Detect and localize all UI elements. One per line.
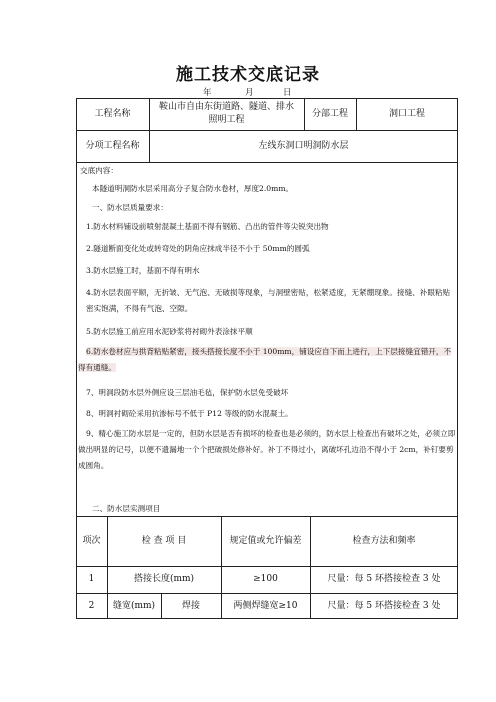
content-intro: 本隧道明洞防水层采用高分子复合防水卷材，厚度2.0mm。 (92, 184, 294, 193)
table-header-no: 项次 (82, 535, 101, 546)
list-item: 2.隧道断面变化处或转弯处的阴角应抹成半径不小于 50mm的圆弧 (86, 244, 310, 253)
table-row-2-spec: 两侧焊缝宽≥10 (233, 600, 298, 611)
list-item: 5.防水层施工前应用水泥砂浆将衬砌外表涂抹平顺 (86, 327, 253, 336)
list-item: 8、明洞衬砌砼采用抗渗标号不低于 P12 等级的防水混凝土。 (86, 409, 293, 418)
sub-project-value: 左线东洞口明洞防水层 (258, 140, 349, 151)
date-month-label: 月 (245, 88, 254, 98)
table-row-2-sub: 焊接 (181, 600, 200, 611)
table-row-1-spec: ≥100 (253, 574, 278, 584)
list-item: 4.防水层表面平顺，无折皱、无气泡、无破损等现象，与洞壁密贴，松紧适度，无紧绷现象。接缝、补眼粘贴密实饱满，不得有气泡、空隙。 (86, 288, 451, 313)
table-row-1-method: 尺量：每 5 环搭接检查 3 处 (327, 574, 441, 584)
list-item: 6.防水卷材应与拱背粘贴紧密，接头搭接长度不小于 100mm，铺设应自下而上进行，上下层接缝宜错开，不得有通缝。 (78, 347, 452, 372)
table-header-method: 检查方法和频率 (352, 535, 416, 546)
list-item: 3.防水层施工时，基面不得有明水 (86, 266, 200, 275)
section-measure-heading: 二、防水层实测项目 (92, 504, 161, 513)
sub-project-label: 分项工程名称 (85, 140, 140, 151)
date-day-label: 日 (283, 88, 292, 98)
project-name-value: 鞍山市自由东街道路、隧道、排水照明工程 (158, 102, 294, 125)
table-row-1-no: 1 (88, 574, 95, 584)
list-item: 1.防水材料铺设前喷射混凝土基面不得有钢筋、凸出的管件等尖锐突出物 (86, 222, 329, 231)
list-item: 9、精心施工防水层是一定的，但防水层是否有损坏的检查也是必须的，防水层上检查出有破坏之处，必须立即做出明显的记号，以便不遗漏地一个个把破损处修补好。补丁不得过小，离破坏孔边沿不得小于 2cm，补钉要剪成圆角。 (78, 429, 456, 470)
project-name-label: 工程名称 (94, 108, 131, 119)
table-row-2-no: 2 (88, 600, 95, 611)
document-title: 施工技术交底记录 (176, 65, 320, 85)
table-row-2-method: 尺量：每 5 环搭接检查 3 处 (327, 600, 441, 611)
section-quality-heading: 一、防水层质量要求： (92, 203, 168, 212)
division-label: 分部工程 (311, 108, 348, 119)
list-item: 7、明洞段防水层外侧应设三层油毛毡，保护防水层免受破坏 (86, 388, 289, 397)
division-value: 洞口工程 (388, 108, 425, 119)
table-row-2-item: 缝宽(mm) (112, 600, 156, 611)
date-year-label: 年 (203, 88, 212, 98)
table-header-spec: 规定值或允许偏差 (229, 535, 302, 546)
content-heading: 交底内容： (80, 166, 118, 175)
table-row-1-item: 搭接长度(mm) (133, 574, 195, 584)
table-header-item: 检 查 项 目 (141, 535, 187, 546)
